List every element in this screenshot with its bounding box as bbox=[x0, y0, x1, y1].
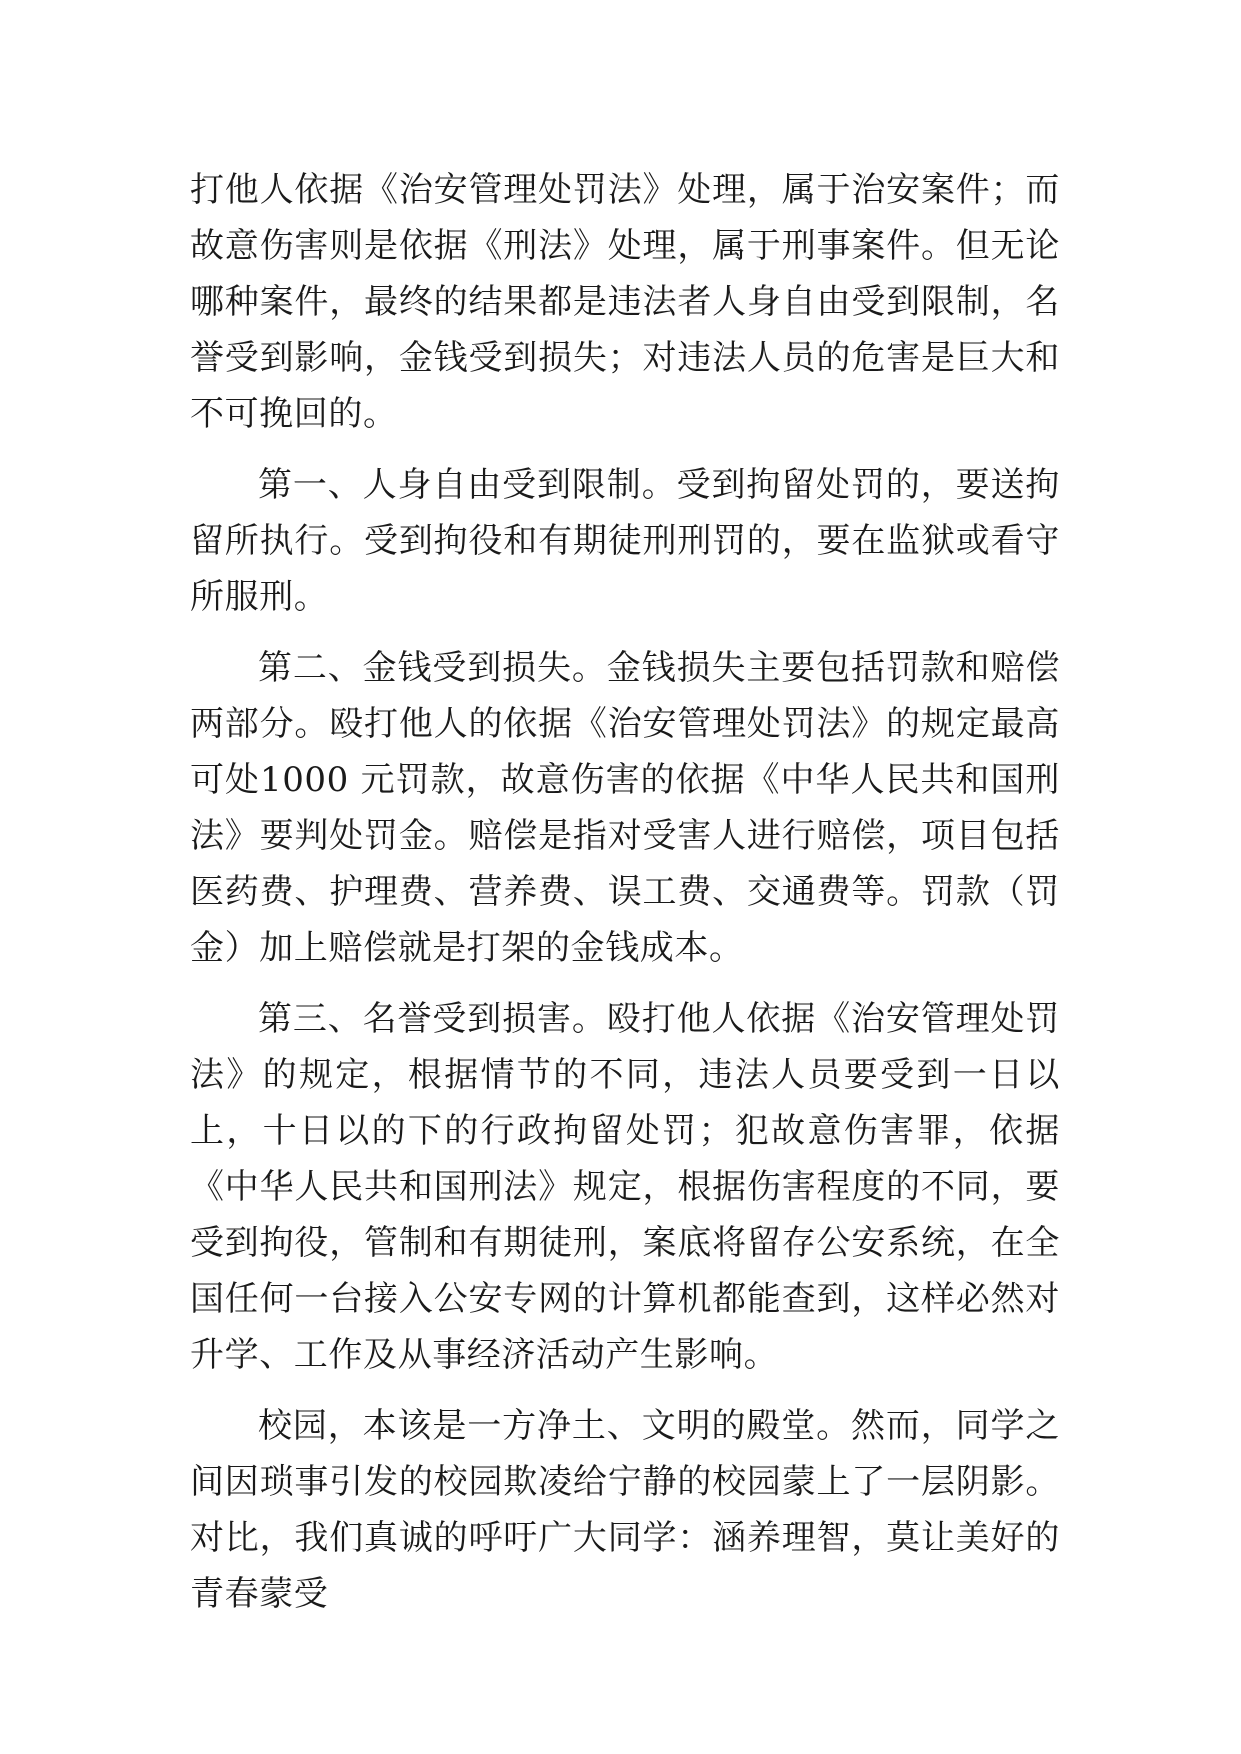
paragraph-point-two: 第二、金钱受到损失。金钱损失主要包括罚款和赔偿两部分。殴打他人的依据《治安管理处罚法》的规定最高可处1000 元罚款，故意伤害的依据《中华人民共和国刑法》要判处罚金。赔偿是指对受害人进行赔偿，项目包括医药费、护理费、营养费、误工费、交通费等。罚款（罚金）加上赔偿就是打架的金钱成本。 bbox=[190, 648, 1060, 968]
paragraph-campus-appeal: 校园，本该是一方净土、文明的殿堂。然而，同学之间因琐事引发的校园欺凌给宁静的校园蒙上了一层阴影。对比，我们真诚的呼吁广大同学：涵养理智，莫让美好的青春蒙受 bbox=[190, 1406, 1060, 1614]
document-body bbox=[190, 162, 1060, 1637]
paragraph-continuation: 打他人依据《治安管理处罚法》处理，属于治安案件；而故意伤害则是依据《刑法》处理，属于刑事案件。但无论哪种案件，最终的结果都是违法者人身自由受到限制，名誉受到影响，金钱受到损失；对违法人员的危害是巨大和不可挽回的。 bbox=[190, 170, 1060, 434]
paragraph-point-three: 第三、名誉受到损害。殴打他人依据《治安管理处罚法》的规定，根据情节的不同，违法人员要受到一日以上，十日以的下的行政拘留处罚；犯故意伤害罪，依据《中华人民共和国刑法》规定，根据伤害程度的不同，要受到拘役，管制和有期徒刑，案底将留存公安系统，在全国任何一台接入公安专网的计算机都能查到，这样必然对升学、工作及从事经济活动产生影响。 bbox=[190, 999, 1060, 1375]
paragraph-point-one: 第一、人身自由受到限制。受到拘留处罚的，要送拘留所执行。受到拘役和有期徒刑刑罚的，要在监狱或看守所服刑。 bbox=[190, 465, 1060, 617]
